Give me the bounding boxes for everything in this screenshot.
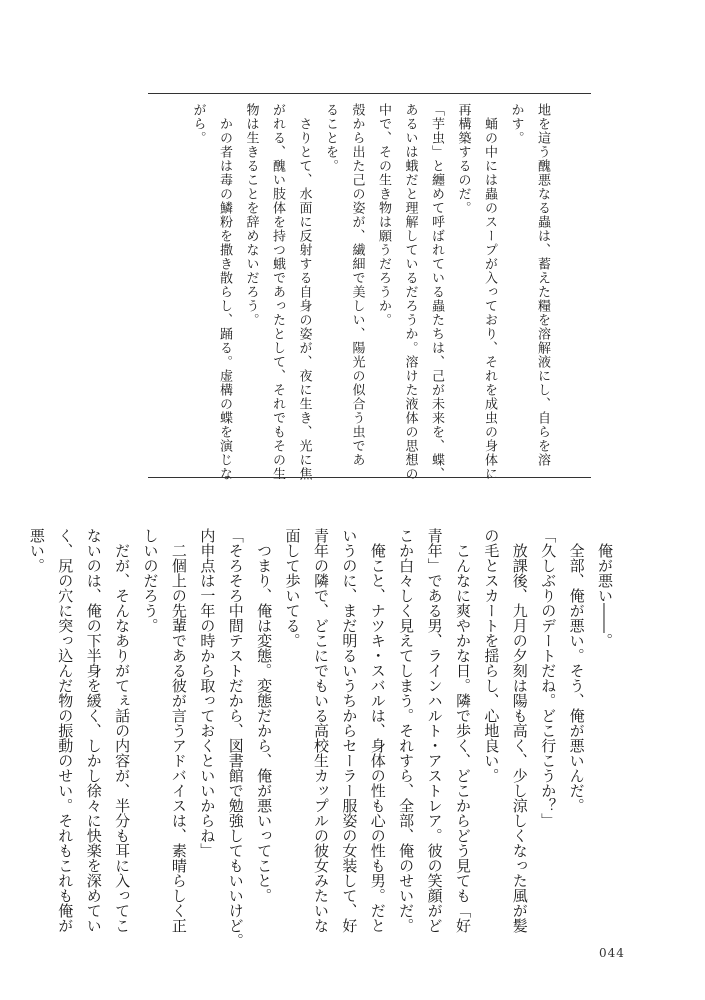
epigraph-bottom-rule [148, 477, 591, 478]
epigraph-top-rule [148, 93, 591, 94]
body-text: 俺が悪い――。 全部、俺が悪い。そう、俺が悪いんだ。 「久しぶりのデートだね。どこ行こうか？」 放課後、九月の夕刻は陽も高く、少し涼しくなった風が髪 の毛とスカートを揺らし、心地良い。 こんなに爽やかな日。隣で歩く、どこからどう見ても「好 青年」である男、ラインハルト・アストレア。彼の笑顔がど こか白々しく見えてしまう。それすら、全部、俺のせいだ。 俺こと、ナツキ・スバルは、身体の性も心の性も男。だと いうのに、まだ明るいうちからセーラー服姿の女装して、好 青年の隣で、どこにでもいる高校生カップルの彼女みたいな 面して歩いてる。 つまり、俺は変態。変態だから、俺が悪いってこと。 「そろそろ中間テストだから、図書館で勉強してもいいけど。 内申点は一年の時から取っておくといいからね」 二個上の先輩である彼が言うアドバイスは、素晴らしく正 しいのだろう。 だが、そんなありがてぇ話の内容が、半分も耳に入ってこ ないのは、俺の下半身を緩く、しかし徐々に快楽を深めてい く、尻の穴に突っ込んだ物の振動のせい。それもこれも俺が 悪い。 [27, 528, 614, 948]
page-number: 044 [599, 946, 625, 960]
epigraph-text: 地を這う醜悪なる蟲は、蓄えた糧を溶解液にし、自らを溶 かす。 蛹の中には蟲のスープが入っており、それを成虫の身体に 再構築するのだ。 「芋虫」と纏めて呼ばれている蟲たちは、己が未来を、蝶、 あるいは蛾だと理解しているだろうか。溶けた液体の思想の 中で、その生き物は願うだろうか。 殻から出た己の姿が、繊細で美しい、陽光の似合う虫であ ることを。 さりとて、水面に反射する自身の姿が、夜に生き、光に焦 がれる、醜い肢体を持つ蛾であったとして、それでもその生 物は生きることを辞めないだろう。 かの者は毒の鱗粉を撒き散らし、踊る。虚構の蝶を演じな がら。 [190, 103, 550, 481]
